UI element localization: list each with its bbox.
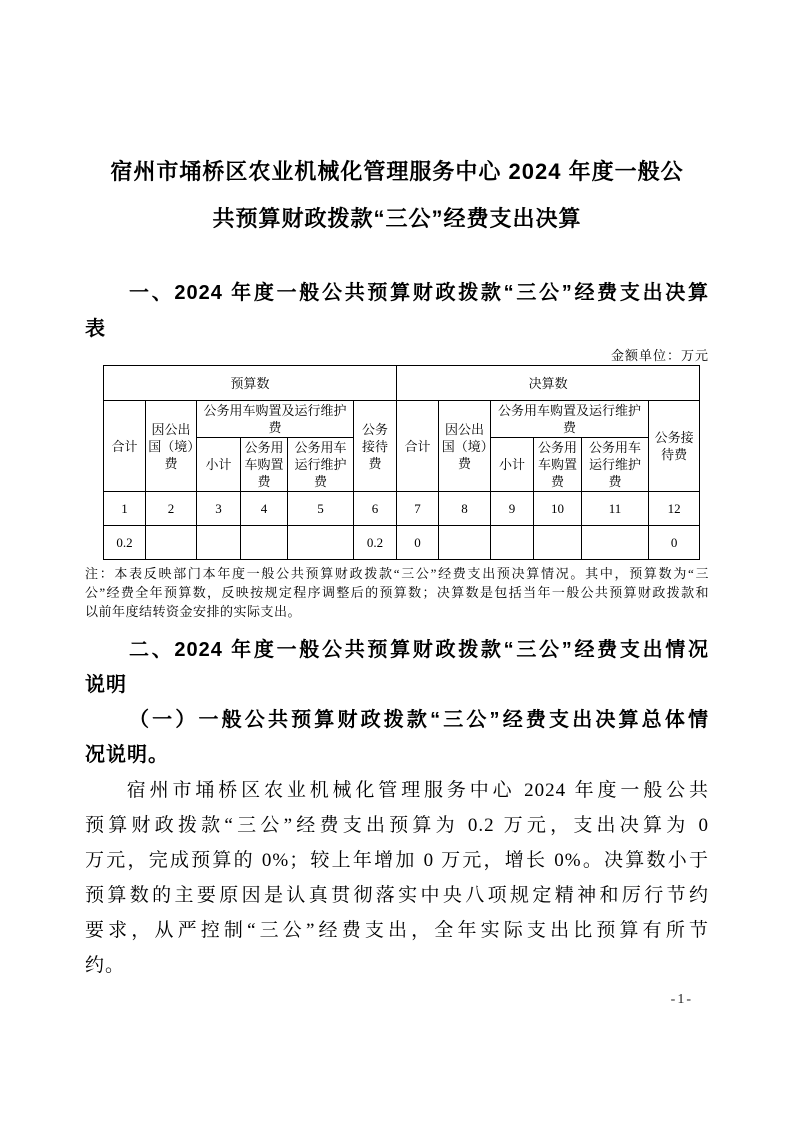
table-value-10 [534, 526, 582, 560]
table-group-budget: 预算数 [104, 366, 397, 401]
budget-header-vehicle-operation: 公务用车运行维护费 [288, 438, 354, 492]
amount-unit-label: 金额单位：万元 [610, 348, 709, 363]
section2-paragraph-line-5: 要求，从严控制“三公”经费支出，全年实际支出比预算有所节 [85, 920, 709, 941]
table-col-number-10: 10 [534, 492, 582, 526]
section2-paragraph-line-4: 预算数的主要原因是认真贯彻落实中央八项规定精神和厉行节约 [85, 885, 709, 906]
section2-sub-heading-line-1: （一）一般公共预算财政拨款“三公”经费支出决算总体情 [129, 709, 709, 731]
section2-paragraph-line-1: 宿州市埇桥区农业机械化管理服务中心 2024 年度一般公共 [126, 780, 709, 801]
table-note-line-1: 注：本表反映部门本年度一般公共预算财政拨款“三公”经费支出预决算情况。其中，预算数为“三 [85, 566, 709, 581]
final-header-vehicle-group: 公务用车购置及运行维护费 [491, 401, 649, 438]
budget-header-total: 合计 [104, 401, 146, 492]
document-title [85, 148, 709, 242]
table-col-number-9: 9 [491, 492, 534, 526]
page-number: -1- [670, 992, 693, 1007]
table-value-2 [146, 526, 197, 560]
section2-paragraph-line-6: 约。 [85, 955, 126, 976]
table-col-number-11: 11 [582, 492, 649, 526]
section2-paragraph [85, 773, 709, 983]
section2-sub-heading-line-2: 况说明。 [85, 744, 169, 766]
table-value-1: 0.2 [104, 526, 146, 560]
table-value-8 [439, 526, 491, 560]
sangong-expense-table [103, 365, 700, 560]
table-col-number-8: 8 [439, 492, 491, 526]
table-col-number-5: 5 [288, 492, 354, 526]
budget-header-reception: 公务接待费 [354, 401, 397, 492]
table-col-number-7: 7 [397, 492, 439, 526]
section2-paragraph-line-2: 预算财政拨款“三公”经费支出预算为 0.2 万元，支出决算为 0 [85, 815, 709, 836]
table-col-number-12: 12 [649, 492, 700, 526]
section2-heading [85, 633, 709, 703]
budget-header-vehicle-group: 公务用车购置及运行维护费 [197, 401, 354, 438]
section2-heading-line-1: 二、2024 年度一般公共预算财政拨款“三公”经费支出情况 [129, 639, 709, 661]
document-title-line-2: 共预算财政拨款“三公”经费支出决算 [212, 206, 582, 231]
table-col-number-6: 6 [354, 492, 397, 526]
table-note [85, 564, 709, 621]
final-header-vehicle-operation: 公务用车运行维护费 [582, 438, 649, 492]
budget-header-vehicle-purchase: 公务用车购置费 [241, 438, 288, 492]
section1-heading-line-1: 一、2024 年度一般公共预算财政拨款“三公”经费支出决算 [129, 282, 709, 304]
table-value-12: 0 [649, 526, 700, 560]
table-col-number-2: 2 [146, 492, 197, 526]
budget-header-abroad: 因公出国（境）费 [146, 401, 197, 492]
table-value-3 [197, 526, 241, 560]
table-col-number-1: 1 [104, 492, 146, 526]
section2-heading-line-2: 说明 [85, 674, 127, 696]
section1-heading-line-2: 表 [85, 318, 106, 340]
final-header-total: 合计 [397, 401, 439, 492]
document-content [85, 148, 709, 983]
table-col-number-4: 4 [241, 492, 288, 526]
table-col-number-3: 3 [197, 492, 241, 526]
section2-sub-heading [85, 703, 709, 773]
table-value-11 [582, 526, 649, 560]
table-value-5 [288, 526, 354, 560]
final-header-subtotal: 小计 [491, 438, 534, 492]
table-value-9 [491, 526, 534, 560]
section1-heading [85, 275, 709, 347]
table-note-line-3: 以前年度结转资金安排的实际支出。 [85, 604, 302, 619]
table-value-4 [241, 526, 288, 560]
table-group-final: 决算数 [397, 366, 700, 401]
final-header-reception: 公务接待费 [649, 401, 700, 492]
section2-paragraph-line-3: 万元，完成预算的 0%；较上年增加 0 万元，增长 0%。决算数小于 [85, 850, 709, 871]
final-header-vehicle-purchase: 公务用车购置费 [534, 438, 582, 492]
table-value-7: 0 [397, 526, 439, 560]
table-note-line-2: 公”经费全年预算数，反映按规定程序调整后的预算数；决算数是包括当年一般公共预算财政拨款和 [85, 585, 709, 600]
document-title-line-1: 宿州市埇桥区农业机械化管理服务中心 2024 年度一般公 [110, 159, 684, 184]
final-header-abroad: 因公出国（境）费 [439, 401, 491, 492]
budget-header-subtotal: 小计 [197, 438, 241, 492]
table-value-6: 0.2 [354, 526, 397, 560]
